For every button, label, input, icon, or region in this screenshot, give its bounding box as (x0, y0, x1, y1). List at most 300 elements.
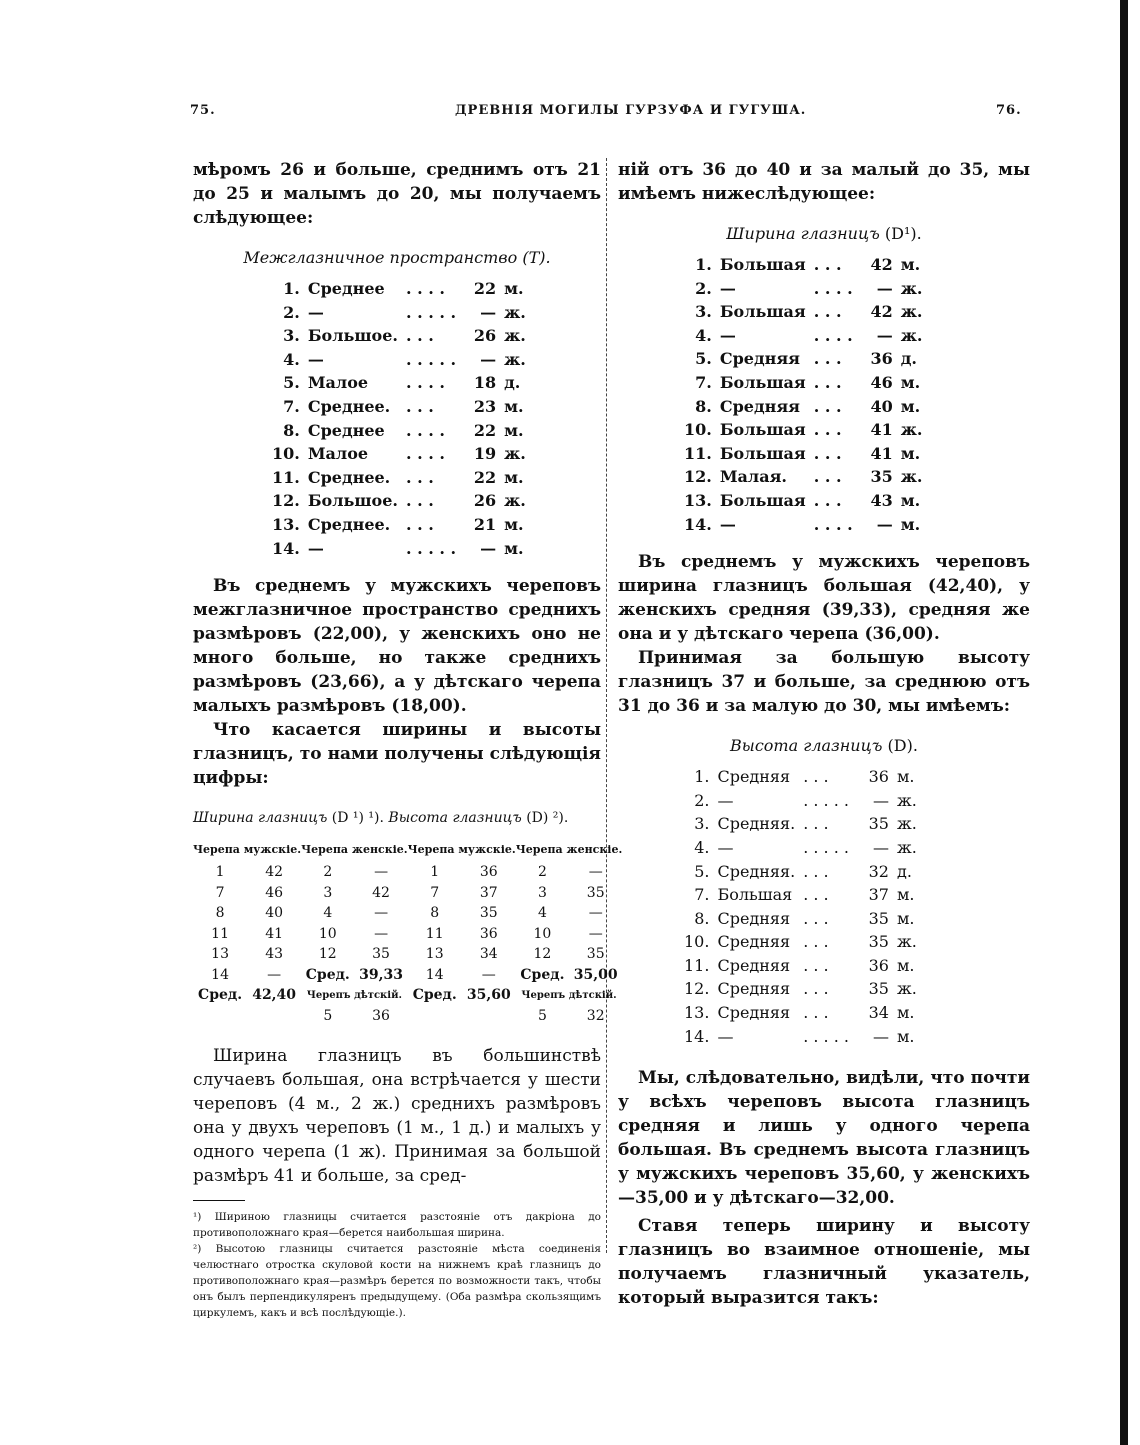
row-value: — (872, 790, 889, 810)
row-sex: м. (504, 467, 524, 487)
cell: 32 (586, 1007, 605, 1024)
row-number: 5. (695, 349, 712, 369)
cell: 13 (425, 946, 444, 963)
row-number: 11. (272, 467, 300, 487)
caption-text: Ширина глазницъ (726, 224, 880, 243)
right-intro: ній отъ 36 до 40 и за малый до 35, мы имѣемъ нижеслѣдующее: (618, 160, 1030, 204)
row-label: — (719, 325, 736, 345)
row-value: 41 (870, 420, 893, 440)
cell: 35 (372, 946, 390, 963)
row-sex: ж. (504, 491, 526, 511)
cell: 36 (372, 1007, 390, 1024)
row-sex: д. (900, 349, 917, 369)
row-number: 12. (684, 979, 710, 999)
row-number: 13. (272, 514, 300, 534)
left-para1: Въ среднемъ у мужскихъ череповъ межглазничное пространство среднихъ размѣровъ (22,00), у женскихъ оно не много больше, но также среднихъ размѣровъ (23,66), а у дѣтскаго черепа малыхъ размѣровъ (18,00). (193, 576, 601, 717)
row-value: 23 (473, 396, 497, 416)
row-value: 43 (870, 490, 893, 510)
row-sex: м. (900, 514, 921, 534)
cell: 1 (430, 864, 440, 881)
row-value: 26 (473, 491, 497, 511)
cell: 11 (425, 925, 444, 942)
header-cell: Черепа мужскіе. (193, 842, 302, 856)
cell: 12 (533, 946, 552, 963)
row-sex: м. (900, 443, 921, 463)
row-number: 2. (694, 790, 710, 810)
row-dots: . . . . . (803, 790, 849, 810)
row-sex: ж. (504, 444, 526, 464)
cell: 10 (533, 925, 552, 942)
row-value: 18 (473, 373, 497, 393)
row-value: 35 (868, 908, 889, 928)
row-sex: м. (900, 490, 921, 510)
cell: 42 (372, 884, 390, 901)
row-value: 35 (870, 467, 893, 487)
cell: 36 (479, 864, 498, 881)
table-row (268, 537, 530, 561)
cell: Черепъ дѣтскій. (521, 989, 617, 1001)
scan-edge-bar (1120, 0, 1128, 1445)
cell: 35,60 (466, 987, 511, 1004)
cell: 39,33 (359, 966, 403, 983)
table-row (680, 371, 926, 395)
page-number-left: 75. (190, 103, 216, 118)
interorbital-table (268, 277, 530, 560)
table-row (680, 930, 921, 954)
row-dots: . . . (813, 420, 842, 440)
caption-width-code: (D ¹) ¹). (331, 810, 384, 827)
table-row (680, 812, 921, 836)
running-title: ДРЕВНІЯ МОГИЛЫ ГУРЗУФА И ГУГУША. (455, 103, 807, 118)
row-sex: м. (896, 767, 915, 787)
row-dots: . . . . . (803, 1026, 849, 1046)
table-row (680, 1001, 921, 1025)
row-label: Средняя (717, 767, 791, 787)
cell: 35,00 (573, 966, 618, 983)
cell: 12 (318, 946, 337, 963)
cell: — (267, 966, 282, 983)
row-value: — (876, 325, 893, 345)
caption-code: (D¹). (884, 224, 922, 243)
table-row (680, 395, 926, 419)
cell: Черепъ дѣтскій. (306, 989, 402, 1001)
row-label: Средняя (717, 955, 791, 975)
table-row (680, 489, 926, 513)
row-dots: . . . . (405, 444, 445, 464)
cell: 35 (586, 884, 605, 901)
row-dots: . . . . (813, 278, 853, 298)
row-label: Среднее. (307, 396, 391, 416)
row-number: 3. (694, 814, 710, 834)
column-divider (606, 158, 607, 1253)
right-column (618, 158, 1030, 1310)
row-label: Средняя (717, 1003, 791, 1023)
table-row (193, 985, 622, 1006)
row-dots: . . . (405, 326, 434, 346)
cell: 2 (323, 864, 333, 881)
row-value: 42 (870, 255, 893, 274)
row-label: — (717, 790, 734, 810)
cell: — (588, 925, 603, 942)
row-dots: . . . (813, 490, 842, 510)
row-label: Малое (307, 373, 369, 393)
row-dots: . . . (813, 255, 842, 274)
row-value: 19 (473, 444, 497, 464)
row-value: 26 (473, 326, 497, 346)
row-number: 3. (695, 302, 712, 322)
table-row (268, 324, 530, 348)
cell: 41 (265, 925, 284, 942)
row-number: 4. (695, 325, 712, 345)
row-number: 8. (283, 420, 300, 440)
row-number: 4. (283, 349, 300, 369)
row-value: — (872, 837, 889, 857)
table-header-row (193, 836, 622, 862)
cell: Сред. (520, 966, 565, 983)
row-sex: м. (504, 279, 524, 298)
cell: 3 (323, 884, 333, 901)
row-sex: м. (504, 514, 524, 534)
orbit-width-table (680, 253, 926, 536)
cell: 42 (265, 864, 284, 881)
row-label: Большая (719, 443, 806, 463)
cell: 36 (479, 925, 498, 942)
cell: 5 (323, 1007, 333, 1024)
orbit-height-rows (680, 765, 921, 1048)
caption-height: Высота глазницъ (388, 810, 522, 827)
orbit-width-rows (680, 253, 926, 536)
row-sex: м. (504, 420, 524, 440)
row-value: 42 (870, 302, 893, 322)
row-label: — (717, 1026, 734, 1046)
cell: 10 (318, 925, 337, 942)
right-para2: Принимая за большую высоту глазницъ 37 и больше, за среднюю отъ 31 до 36 и за малую до 30, мы имѣемъ: (618, 648, 1030, 717)
row-number: 12. (684, 467, 712, 487)
caption-text: Высота глазницъ (730, 736, 883, 756)
header-cell: Черепа женскіе. (301, 842, 408, 856)
row-sex: ж. (504, 349, 526, 369)
row-dots: . . . (803, 885, 829, 905)
row-number: 2. (283, 302, 300, 322)
row-sex: ж. (896, 790, 917, 810)
row-label: Среднее (307, 420, 385, 440)
row-number: 10. (272, 444, 300, 464)
table-row (193, 965, 622, 986)
row-sex: д. (504, 373, 521, 393)
row-dots: . . . (803, 932, 829, 952)
row-sex: ж. (900, 420, 923, 440)
row-label: — (307, 302, 324, 322)
cell: 40 (265, 905, 284, 922)
row-sex: м. (896, 955, 915, 975)
row-dots: . . . . . (405, 349, 457, 369)
row-number: 4. (694, 837, 710, 857)
table-row (193, 903, 622, 924)
row-dots: . . . (405, 514, 434, 534)
table-row (680, 907, 921, 931)
right-table1-caption (618, 224, 1030, 243)
table-row (268, 489, 530, 513)
right-para4: Ставя теперь ширину и высоту глазницъ во взаимное отношеніе, мы получаемъ глазничный указатель, который выразится такъ: (618, 1216, 1030, 1309)
row-number: 5. (694, 861, 710, 881)
row-sex: м. (900, 372, 921, 392)
cell: — (588, 905, 603, 922)
row-sex: ж. (896, 837, 917, 857)
row-number: 11. (684, 443, 712, 463)
cell: 1 (215, 864, 225, 881)
row-sex: м. (896, 885, 915, 905)
cell: 34 (479, 946, 498, 963)
table-row (680, 789, 921, 813)
cell: 35 (479, 905, 498, 922)
row-label: Средняя. (717, 814, 796, 834)
row-dots: . . . (405, 491, 434, 511)
row-dots: . . . (813, 467, 842, 487)
row-label: Среднее. (307, 467, 391, 487)
row-label: — (307, 538, 324, 558)
row-number: 7. (695, 372, 712, 392)
row-label: Средняя (719, 349, 800, 369)
row-value: 37 (868, 885, 889, 905)
row-label: Средняя (717, 908, 791, 928)
cell: Сред. (198, 987, 243, 1004)
row-label: Большое. (307, 326, 398, 346)
row-sex: м. (900, 255, 921, 274)
cell: 11 (211, 925, 229, 942)
cell: 13 (211, 946, 229, 963)
row-value: 22 (473, 279, 497, 298)
row-number: 14. (684, 1026, 710, 1046)
left-table2-caption (193, 810, 601, 826)
row-dots: . . . (405, 467, 434, 487)
right-para1: Въ среднемъ у мужскихъ череповъ ширина глазницъ большая (42,40), у женскихъ средняя (39,33), средняя же она и у дѣтскаго черепа (36,00). (618, 552, 1030, 645)
row-dots: . . . (803, 955, 829, 975)
row-value: 22 (473, 420, 497, 440)
table-row (193, 924, 622, 945)
row-label: Малая. (719, 467, 787, 487)
row-number: 11. (684, 955, 710, 975)
row-sex: м. (504, 396, 524, 416)
row-label: Большая (717, 885, 793, 905)
row-label: Средняя (719, 396, 800, 416)
table-row (268, 419, 530, 443)
row-sex: ж. (900, 325, 923, 345)
row-dots: . . . (813, 349, 842, 369)
row-dots: . . . (803, 861, 829, 881)
row-sex: ж. (896, 979, 917, 999)
row-value: 22 (473, 467, 497, 487)
caption-width: Ширина глазницъ (193, 810, 328, 827)
row-value: — (480, 349, 497, 369)
table-row (680, 347, 926, 371)
row-dots: . . . . (813, 514, 853, 534)
row-dots: . . . . . (405, 302, 457, 322)
header-cell: Черепа женскіе. (515, 842, 623, 856)
interorbital-rows (268, 277, 530, 560)
table-row (680, 324, 926, 348)
row-label: Средняя. (717, 861, 796, 881)
row-label: Средняя (717, 932, 791, 952)
row-label: Среднее (307, 279, 385, 298)
cell: 14 (425, 966, 444, 983)
table-row (268, 442, 530, 466)
row-value: 46 (870, 372, 893, 392)
cell: 46 (265, 884, 284, 901)
row-label: Большая (719, 302, 806, 322)
row-dots: . . . . (405, 373, 445, 393)
row-value: 32 (868, 861, 889, 881)
cell: 8 (215, 905, 225, 922)
left-para2: Что касается ширины и высоты глазницъ, то нами получены слѣдующія цифры: (193, 720, 601, 789)
cell: Сред. (305, 966, 350, 983)
row-value: — (876, 514, 893, 534)
row-dots: . . . (405, 396, 434, 416)
table-row (680, 883, 921, 907)
row-value: 34 (868, 1003, 889, 1023)
row-value: 36 (868, 955, 889, 975)
row-dots: . . . . . (405, 538, 457, 558)
table-row (268, 513, 530, 537)
row-sex: ж. (896, 932, 917, 952)
header-cell: Черепа мужскіе. (407, 842, 516, 856)
row-dots: . . . (813, 443, 842, 463)
row-value: — (480, 302, 497, 322)
row-number: 2. (695, 278, 712, 298)
row-sex: м. (900, 396, 921, 416)
cell: — (374, 925, 389, 942)
row-dots: . . . (803, 814, 829, 834)
row-value: — (876, 278, 893, 298)
cell: — (374, 864, 389, 881)
cell: 35 (586, 946, 605, 963)
caption-height-code: (D) ²). (526, 810, 569, 827)
table-row (680, 954, 921, 978)
table-row (193, 944, 622, 965)
cell: 8 (430, 905, 440, 922)
table-row (193, 883, 622, 904)
cell: — (481, 966, 496, 983)
cell: 7 (430, 884, 440, 901)
row-label: Большая (719, 420, 806, 440)
row-label: Средняя (717, 979, 791, 999)
cell: — (374, 905, 389, 922)
table-row (680, 860, 921, 884)
row-sex: д. (896, 861, 912, 881)
row-sex: ж. (900, 278, 923, 298)
table-row (680, 277, 926, 301)
table-row (268, 301, 530, 325)
cell: — (588, 864, 603, 881)
row-dots: . . . (803, 979, 829, 999)
table-row (680, 442, 926, 466)
table-row (680, 836, 921, 860)
row-dots: . . . (813, 302, 842, 322)
caption-code: (D). (887, 736, 918, 756)
row-value: — (480, 538, 497, 558)
row-number: 1. (694, 767, 710, 787)
row-label: Большая (719, 255, 806, 274)
row-dots: . . . . (813, 325, 853, 345)
measurements-table (193, 836, 622, 1026)
cell: 14 (211, 966, 229, 983)
table-row (268, 371, 530, 395)
row-value: 35 (868, 932, 889, 952)
row-dots: . . . (803, 908, 829, 928)
footnote-rule (193, 1200, 245, 1201)
table-row (193, 862, 622, 883)
row-dots: . . . . . (803, 837, 849, 857)
row-value: 36 (868, 767, 889, 787)
row-sex: м. (896, 1003, 915, 1023)
footnote-2: ²) Высотою глазницы считается разстояніе мѣста соединенія челюстнаго отростка скуловой кости на нижнемъ краѣ глазницъ до противоположнаго края—размѣръ берется по возможности такъ, чтобы онъ былъ перпендикуляренъ предыдущему. (Оба размѣра скользящимъ циркулемъ, какъ и всѣ послѣдующіе.). (193, 1243, 601, 1320)
row-dots: . . . (813, 396, 842, 416)
row-label: Большая (719, 490, 806, 510)
row-sex: м. (896, 1026, 915, 1046)
right-table2-caption (618, 736, 1030, 755)
row-number: 12. (272, 491, 300, 511)
row-label: — (307, 349, 324, 369)
row-label: — (717, 837, 734, 857)
row-number: 13. (684, 490, 712, 510)
table-row (680, 513, 926, 537)
row-dots: . . . (813, 372, 842, 392)
row-number: 8. (695, 396, 712, 416)
row-number: 8. (694, 908, 710, 928)
row-sex: м. (896, 908, 915, 928)
left-intro: мѣромъ 26 и больше, среднимъ отъ 21 до 25 и малымъ до 20, мы получаемъ слѣдующее: (193, 160, 601, 228)
cell: 42,40 (252, 987, 297, 1004)
row-value: 35 (868, 979, 889, 999)
table-row (680, 253, 926, 277)
table-row (680, 765, 921, 789)
row-number: 7. (694, 885, 710, 905)
cell: Сред. (412, 987, 457, 1004)
row-value: 21 (473, 514, 497, 534)
table-row (193, 1006, 622, 1027)
row-number: 10. (684, 932, 710, 952)
table-row (268, 348, 530, 372)
row-value: 40 (870, 396, 893, 416)
row-dots: . . . . (405, 279, 445, 298)
row-label: — (719, 514, 736, 534)
row-number: 14. (272, 538, 300, 558)
row-label: — (719, 278, 736, 298)
orbit-height-table (680, 765, 921, 1048)
cell: 5 (537, 1007, 547, 1024)
left-table1-caption: Межглазничное пространство (Т). (243, 248, 551, 267)
cell: 37 (479, 884, 498, 901)
row-label: Большая (719, 372, 806, 392)
left-column (193, 158, 623, 1321)
row-number: 13. (684, 1003, 710, 1023)
row-sex: м. (504, 538, 524, 558)
table-row (268, 395, 530, 419)
row-sex: ж. (896, 814, 917, 834)
row-label: Большое. (307, 491, 398, 511)
left-para3: Ширина глазницъ въ большинствѣ случаевъ большая, она встрѣчается у шести череповъ (4 м., 2 ж.) среднихъ размѣровъ она у двухъ череповъ (1 м., 1 д.) и малыхъ у одного черепа (1 ж). Принимая за большой размѣръ 41 и больше, за сред- (193, 1046, 601, 1187)
row-number: 14. (684, 514, 712, 534)
table-row (680, 977, 921, 1001)
row-sex: ж. (900, 467, 923, 487)
row-number: 7. (283, 396, 300, 416)
cell: 43 (265, 946, 284, 963)
row-value: 41 (870, 443, 893, 463)
row-value: — (872, 1026, 889, 1046)
row-number: 1. (695, 255, 712, 274)
row-number: 3. (283, 326, 300, 346)
row-label: Малое (307, 444, 369, 464)
table-row (680, 418, 926, 442)
